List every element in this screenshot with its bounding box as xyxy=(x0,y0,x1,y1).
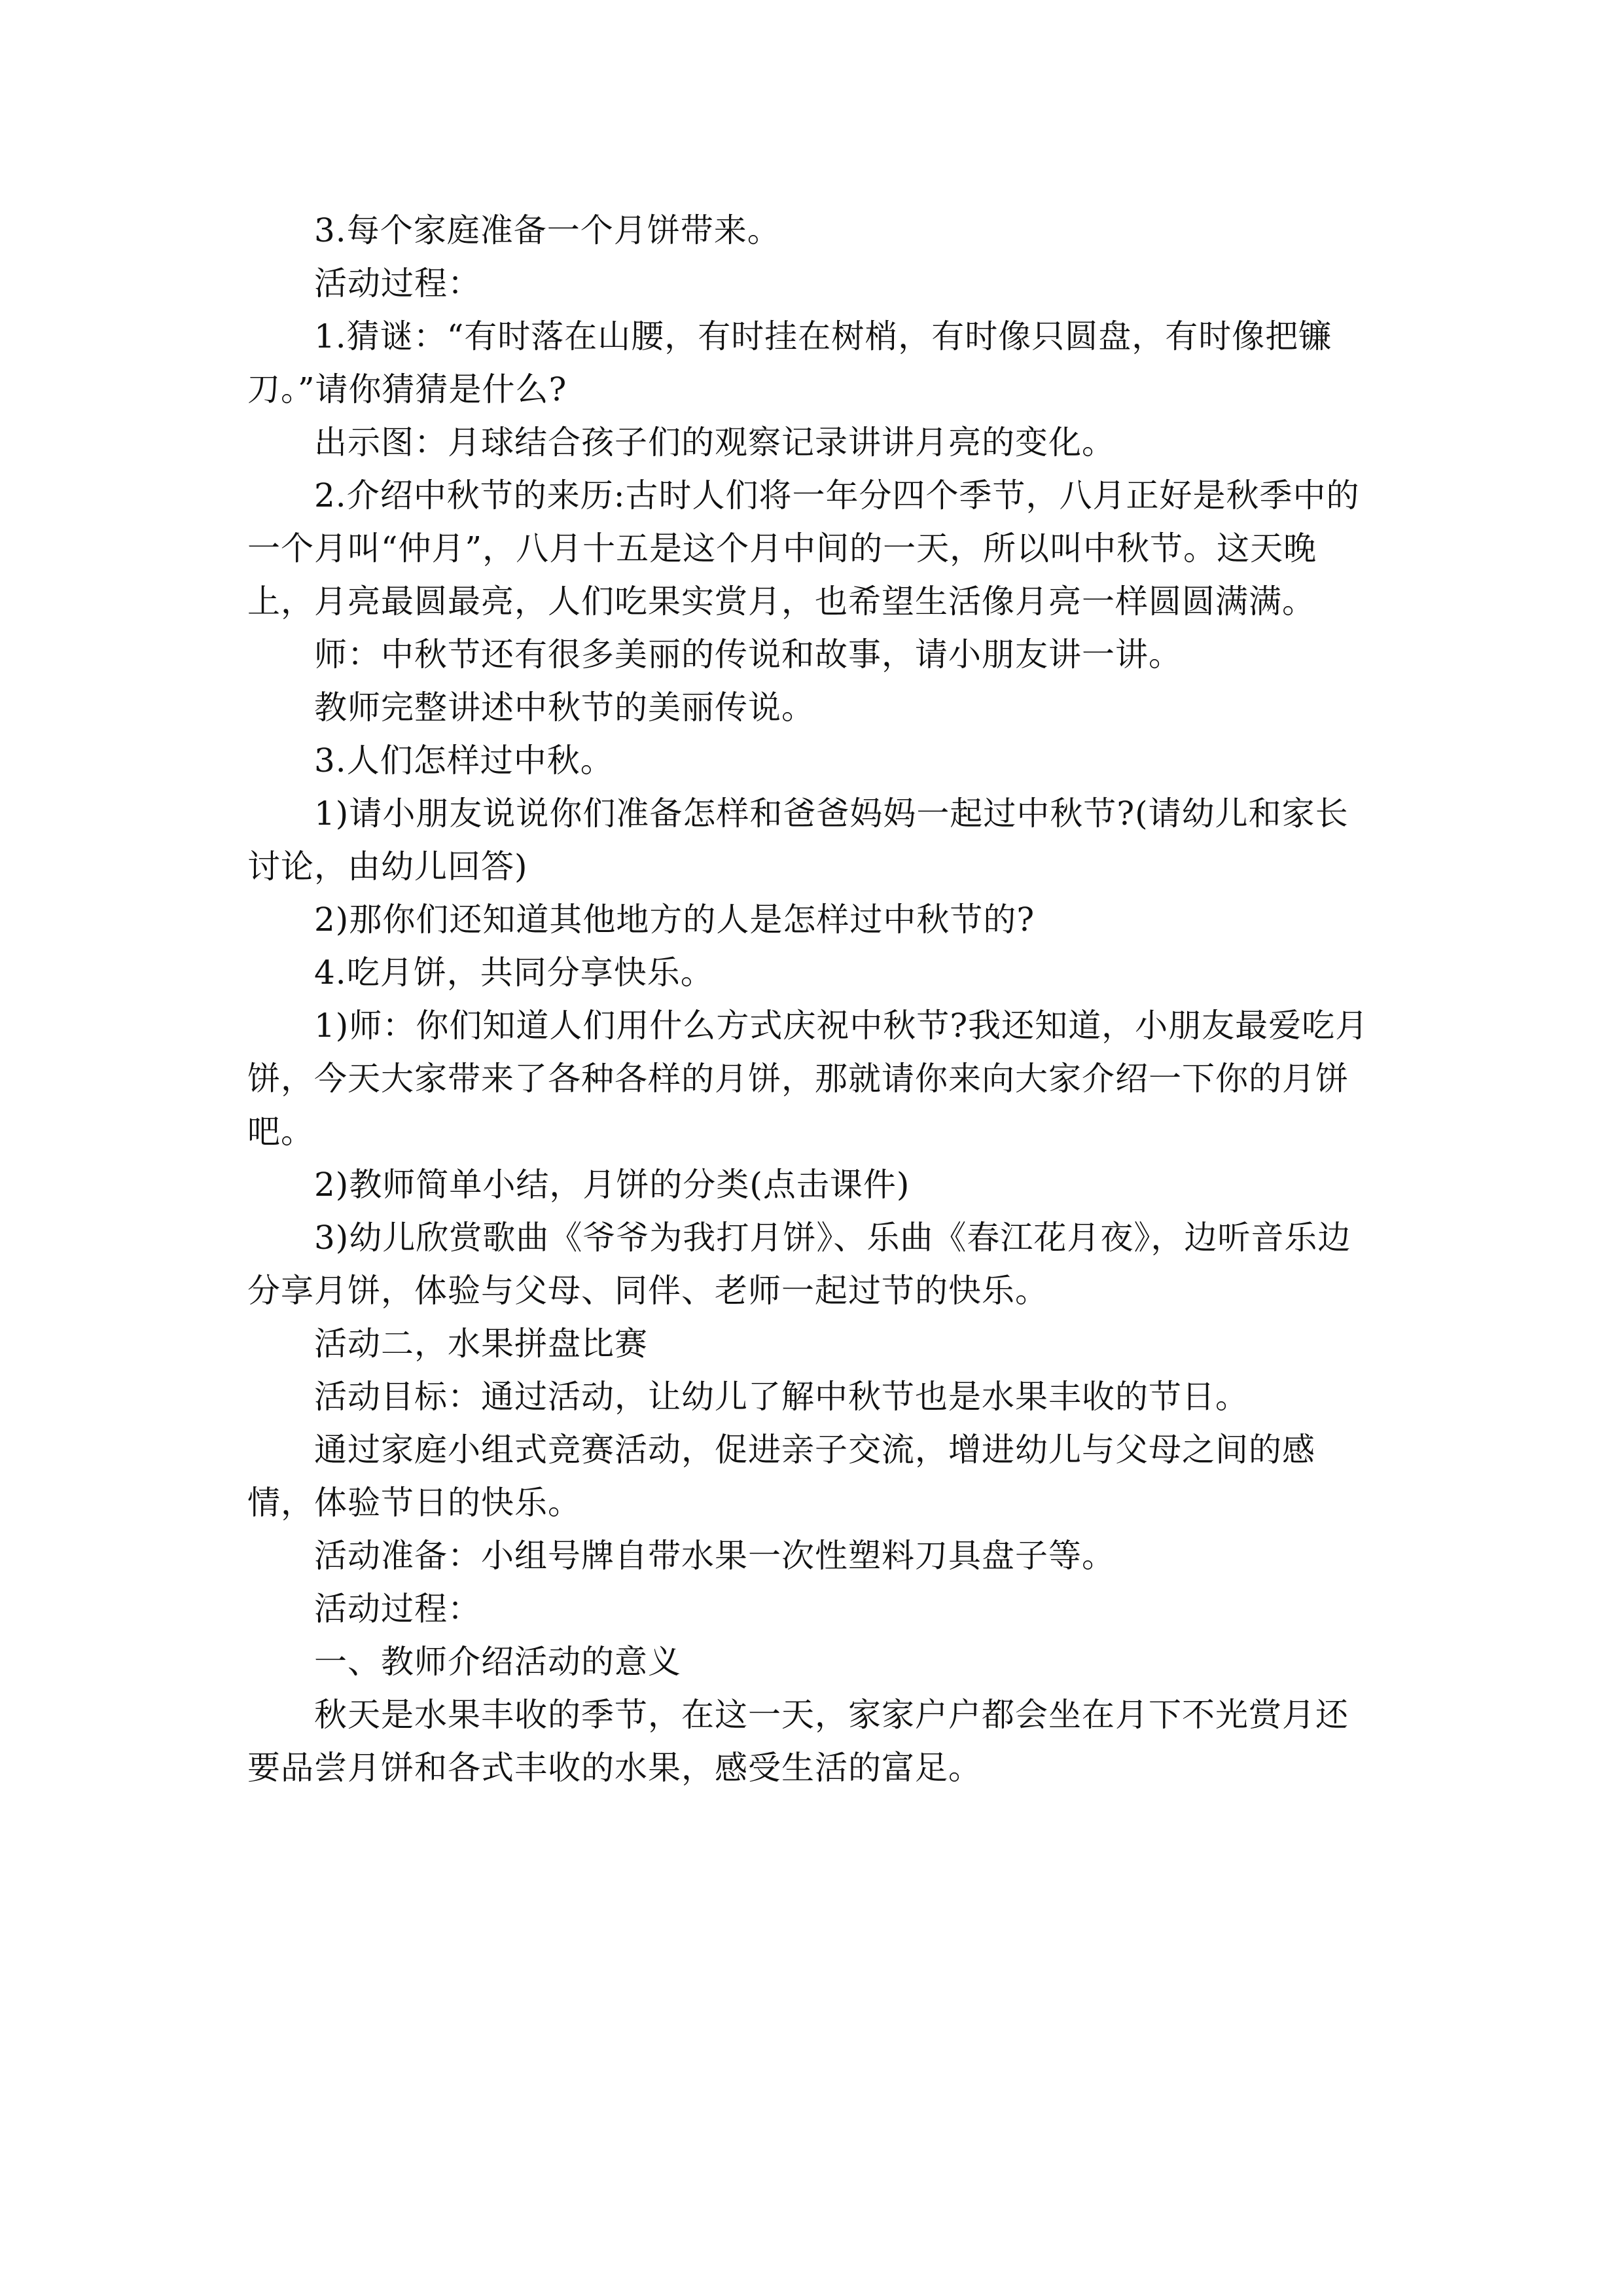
paragraph: 教师完整讲述中秋节的美丽传说。 xyxy=(314,689,815,726)
paragraph: 出示图：月球结合孩子们的观察记录讲讲月亮的变化。 xyxy=(314,423,1115,461)
paragraph: 2.介绍中秋节的来历:古时人们将一年分四个季节，八月正好是秋季中的一个月叫“仲月”，八月十五是这个月中间的一天，所以叫中秋节。这天晚上，月亮最圆最亮，人们吃果实赏月，也希望生活像月亮一样圆圆满满。 xyxy=(247,476,1360,620)
paragraph: 1)师：你们知道人们用什么方式庆祝中秋节?我还知道，小朋友最爱吃月饼，今天大家带来了各种各样的月饼，那就请你来向大家介绍一下你的月饼吧。 xyxy=(247,1007,1369,1151)
paragraph: 一、教师介绍活动的意义 xyxy=(314,1643,681,1681)
document-body xyxy=(247,204,1376,1795)
paragraph: 3.每个家庭准备一个月饼带来。 xyxy=(314,211,781,249)
paragraph: 活动准备：小组号牌自带水果一次性塑料刀具盘子等。 xyxy=(314,1537,1115,1575)
paragraph: 秋天是水果丰收的季节，在这一天，家家户户都会坐在月下不光赏月还要品尝月饼和各式丰收的水果，感受生活的富足。 xyxy=(247,1696,1349,1787)
paragraph: 活动目标：通过活动，让幼儿了解中秋节也是水果丰收的节日。 xyxy=(314,1378,1249,1416)
paragraph: 活动过程： xyxy=(314,1590,481,1628)
paragraph: 1.猜谜：“有时落在山腰，有时挂在树梢，有时像只圆盘，有时像把镰刀。”请你猜猜是什么? xyxy=(247,317,1332,408)
paragraph: 1)请小朋友说说你们准备怎样和爸爸妈妈一起过中秋节?(请幼儿和家长讨论，由幼儿回答) xyxy=(247,795,1349,886)
paragraph: 2)教师简单小结，月饼的分类(点击课件) xyxy=(314,1166,910,1204)
paragraph: 3.人们怎样过中秋。 xyxy=(314,742,614,780)
paragraph: 3)幼儿欣赏歌曲《爷爷为我打月饼》、乐曲《春江花月夜》，边听音乐边分享月饼，体验与父母、同伴、老师一起过节的快乐。 xyxy=(247,1219,1351,1310)
paragraph: 活动过程： xyxy=(314,264,481,302)
paragraph: 师：中秋节还有很多美丽的传说和故事，请小朋友讲一讲。 xyxy=(314,636,1182,673)
paragraph: 活动二，水果拼盘比赛 xyxy=(314,1325,648,1363)
paragraph: 通过家庭小组式竞赛活动，促进亲子交流，增进幼儿与父母之间的感情，体验节日的快乐。 xyxy=(247,1431,1315,1522)
paragraph: 4.吃月饼，共同分享快乐。 xyxy=(314,954,714,992)
paragraph: 2)那你们还知道其他地方的人是怎样过中秋节的? xyxy=(314,901,1035,939)
